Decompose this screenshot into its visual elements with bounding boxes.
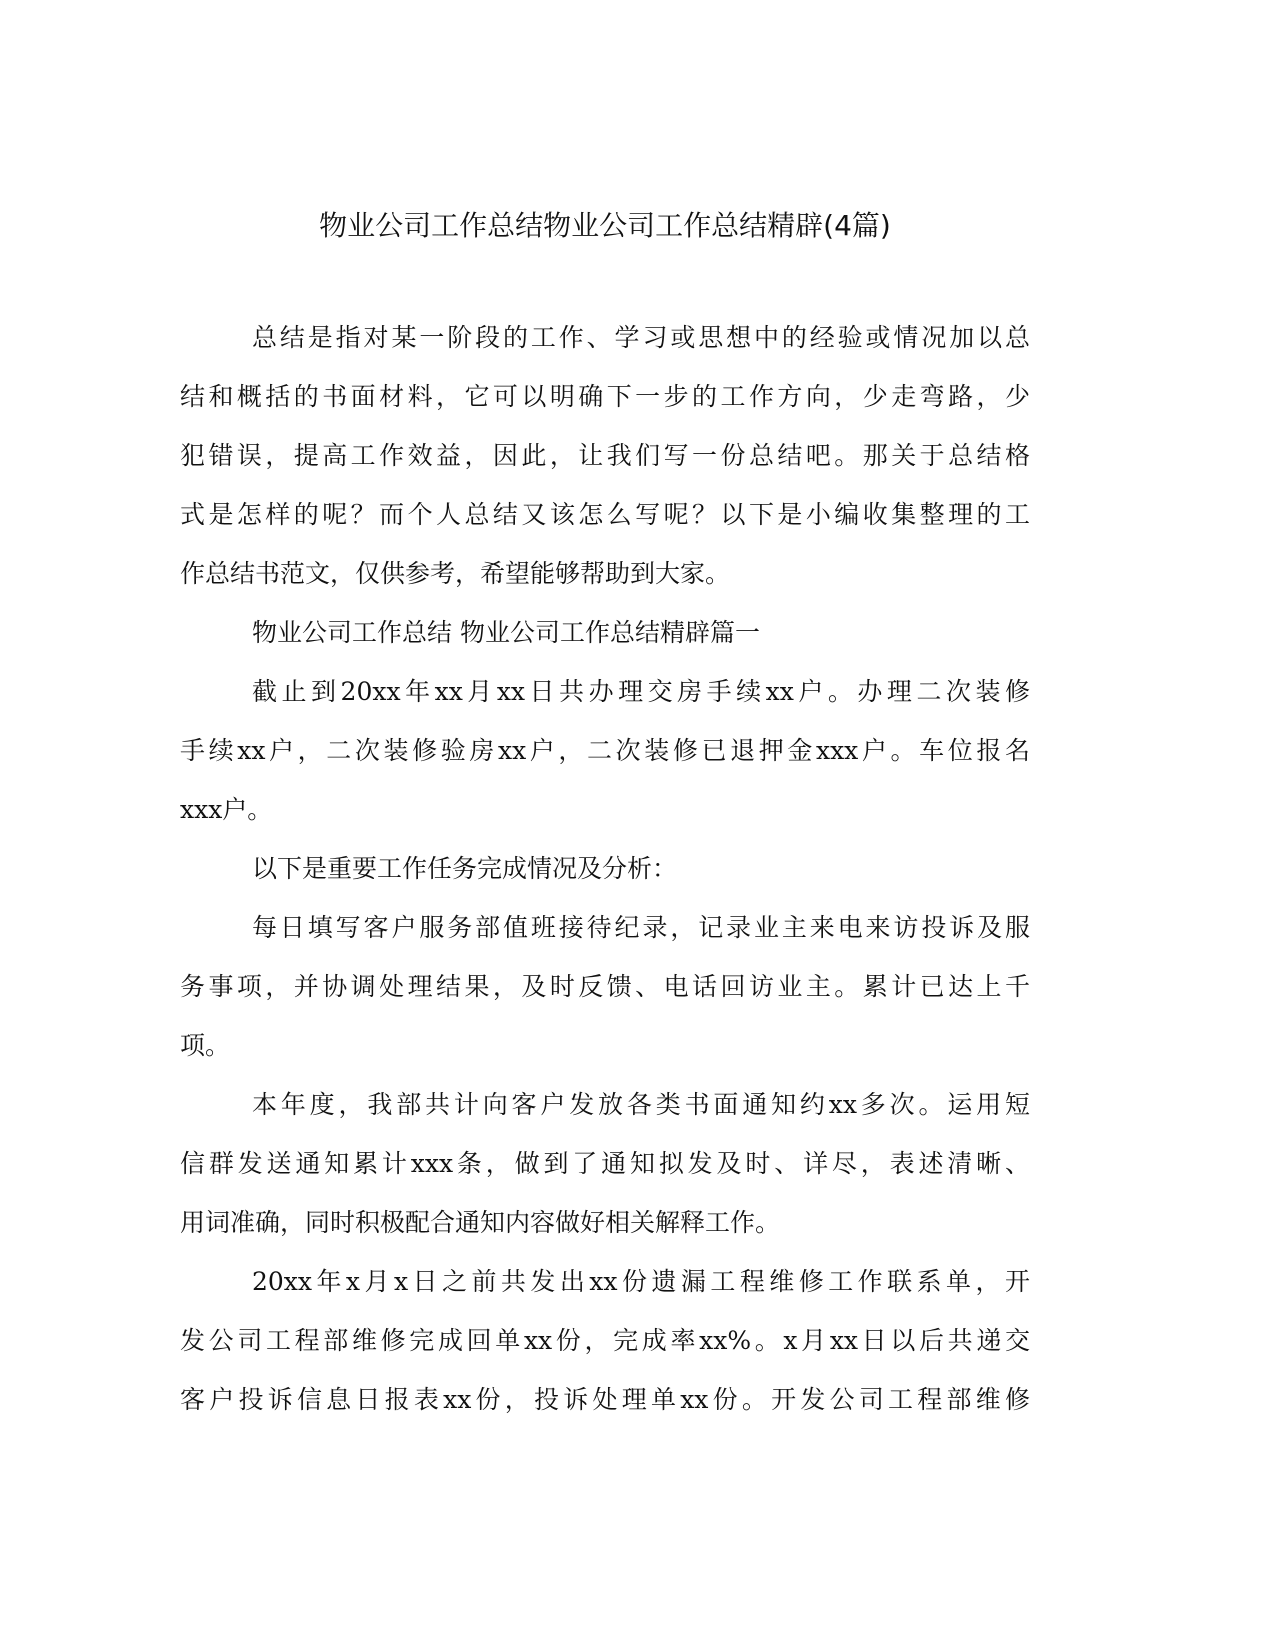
paragraph-line: 物业公司工作总结 物业公司工作总结精辟篇一 [252, 618, 760, 647]
paragraph-line: 手续xx户，二次装修验房xx户，二次装修已退押金xxx户。车位报名 [180, 736, 1030, 765]
paragraph [180, 849, 1030, 908]
paragraph-line: 结和概括的书面材料，它可以明确下一步的工作方向，少走弯路，少 [180, 382, 1030, 411]
paragraph-line: 总结是指对某一阶段的工作、学习或思想中的经验或情况加以总 [252, 323, 1030, 352]
paragraph [180, 672, 1030, 849]
paragraph [180, 908, 1030, 1085]
paragraph [180, 318, 1030, 613]
paragraph-line: 式是怎样的呢？而个人总结又该怎么写呢？以下是小编收集整理的工 [180, 500, 1030, 529]
paragraph-line: xxx户。 [180, 795, 273, 824]
paragraph [180, 613, 1030, 672]
paragraph-line: 截止到20xx年xx月xx日共办理交房手续xx户。办理二次装修 [252, 677, 1030, 706]
paragraph-line: 务事项，并协调处理结果，及时反馈、电话回访业主。累计已达上千 [180, 972, 1030, 1001]
paragraph-line: 项。 [180, 1031, 231, 1060]
paragraph [180, 1262, 1030, 1439]
paragraph-line: 本年度，我部共计向客户发放各类书面通知约xx多次。运用短 [252, 1090, 1030, 1119]
paragraph-line: 用词准确，同时积极配合通知内容做好相关解释工作。 [180, 1208, 781, 1237]
paragraph-line: 每日填写客户服务部值班接待纪录，记录业主来电来访投诉及服 [252, 913, 1030, 942]
paragraph [180, 1085, 1030, 1262]
paragraph-line: 以下是重要工作任务完成情况及分析： [252, 854, 678, 883]
paragraph-line: 犯错误，提高工作效益，因此，让我们写一份总结吧。那关于总结格 [180, 441, 1030, 470]
paragraph-line: 信群发送通知累计xxx条，做到了通知拟发及时、详尽，表述清晰、 [180, 1149, 1030, 1178]
paragraph-line: 发公司工程部维修完成回单xx份，完成率xx%。x月xx日以后共递交 [180, 1326, 1030, 1355]
document-body [180, 318, 1030, 1439]
paragraph-line: 客户投诉信息日报表xx份，投诉处理单xx份。开发公司工程部维修 [180, 1385, 1030, 1414]
document-title: 物业公司工作总结物业公司工作总结精辟(4篇) [319, 209, 891, 242]
paragraph-line: 作总结书范文，仅供参考，希望能够帮助到大家。 [180, 559, 731, 588]
paragraph-line: 20xx年x月x日之前共发出xx份遗漏工程维修工作联系单，开 [252, 1267, 1030, 1296]
